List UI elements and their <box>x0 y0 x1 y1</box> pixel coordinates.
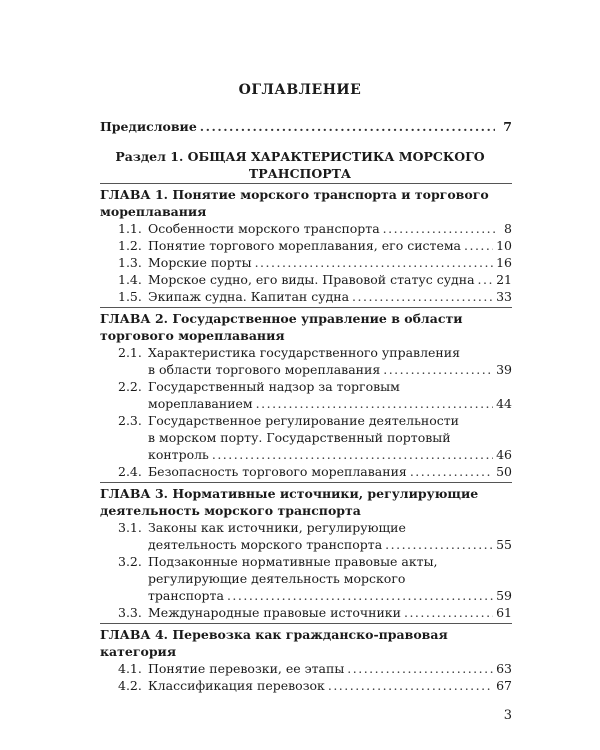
toc-entry-label: Государственный надзор за торговым <box>148 379 400 394</box>
leader-dots <box>347 660 493 677</box>
toc-entry-3-2 <box>118 553 438 570</box>
toc-entry-page: 39 <box>496 362 512 377</box>
leader-dots <box>227 587 493 604</box>
toc-entry-page: 7 <box>503 119 512 134</box>
section-heading-line2: ТРАНСПОРТА <box>248 166 352 181</box>
toc-entry-2-1-cont <box>148 361 512 378</box>
toc-entry-number: 2.3. <box>118 413 142 428</box>
chapter-1-title-line1: ГЛАВА 1. Понятие морского транспорта и торгового <box>100 187 489 202</box>
chapter-4-title-line1: ГЛАВА 4. Перевозка как гражданско-правовая <box>100 627 448 642</box>
toc-entry-number: 3.1. <box>118 520 142 535</box>
toc-entry-number: 2.4. <box>118 464 142 479</box>
toc-entry-page: 55 <box>496 537 512 552</box>
toc-entry-4-1 <box>118 660 512 677</box>
toc-entry-page: 44 <box>496 396 512 411</box>
leader-dots <box>256 395 493 412</box>
toc-entry-page: 63 <box>496 661 512 676</box>
toc-entry-2-4 <box>118 463 512 480</box>
divider <box>100 307 512 308</box>
toc-entry-label: транспорта <box>148 588 224 603</box>
toc-entry-page: 50 <box>496 464 512 479</box>
toc-entry-number: 1.3. <box>118 255 142 270</box>
toc-entry-2-2-cont <box>148 395 512 412</box>
toc-entry-1-4 <box>118 271 512 288</box>
toc-entry-number: 3.3. <box>118 605 142 620</box>
toc-entry-page: 16 <box>496 255 512 270</box>
leader-dots <box>404 604 493 621</box>
toc-entry-1-2 <box>118 237 512 254</box>
toc-entry-1-3 <box>118 254 512 271</box>
leader-dots <box>385 536 493 553</box>
toc-entry-number: 1.1. <box>118 221 142 236</box>
toc-entry-label: регулирующие деятельность морского <box>148 571 406 586</box>
toc-entry-4-2 <box>118 677 512 694</box>
leader-dots <box>383 220 495 237</box>
page-title: ОГЛАВЛЕНИЕ <box>238 82 362 98</box>
toc-entry-label: контроль <box>148 447 209 462</box>
toc-entry-label: Подзаконные нормативные правовые акты, <box>148 554 438 569</box>
toc-entry-label: в морском порту. Государственный портовый <box>148 430 451 445</box>
toc-entry-page: 8 <box>504 221 512 236</box>
toc-entry-number: 4.2. <box>118 678 142 693</box>
chapter-2-title-line2: торгового мореплавания <box>100 328 285 343</box>
leader-dots <box>464 237 493 254</box>
toc-entry-2-3-cont <box>148 446 512 463</box>
toc-entry-label: Экипаж судна. Капитан судна <box>148 289 350 304</box>
toc-entry-label: Государственное регулирование деятельности <box>148 413 459 428</box>
toc-entry-label: Морские порты <box>148 255 252 270</box>
toc-entry-number: 2.1. <box>118 345 142 360</box>
leader-dots <box>478 271 494 288</box>
leader-dots <box>352 288 493 305</box>
toc-entry-number: 3.2. <box>118 554 142 569</box>
toc-entry-number: 1.4. <box>118 272 142 287</box>
toc-entry-label: в области торгового мореплавания <box>148 362 381 377</box>
toc-entry-page: 61 <box>496 605 512 620</box>
toc-entry-page: 46 <box>496 447 512 462</box>
divider <box>100 183 512 184</box>
toc-entry-page: 33 <box>496 289 512 304</box>
toc-entry-2-2 <box>118 378 400 395</box>
leader-dots <box>212 446 493 463</box>
chapter-2-title-line1: ГЛАВА 2. Государственное управление в области <box>100 311 463 326</box>
toc-entry-label: деятельность морского транспорта <box>148 537 383 552</box>
divider <box>100 623 512 624</box>
toc-entry-number: 1.5. <box>118 289 142 304</box>
toc-entry-number: 1.2. <box>118 238 142 253</box>
chapter-4-title-line2: категория <box>100 644 177 659</box>
toc-entry-label: Морское судно, его виды. Правовой статус судна <box>148 272 475 287</box>
toc-entry-label: Предисловие <box>100 119 197 134</box>
toc-entry-preface <box>100 118 512 135</box>
toc-entry-page: 21 <box>496 272 512 287</box>
toc-entry-3-1 <box>118 519 406 536</box>
toc-entry-label: Понятие торгового мореплавания, его система <box>148 238 462 253</box>
toc-entry-label: Понятие перевозки, ее этапы <box>148 661 345 676</box>
toc-entry-3-3 <box>118 604 512 621</box>
chapter-3-title-line2: деятельность морского транспорта <box>100 503 361 518</box>
chapter-1-title-line2: мореплавания <box>100 204 207 219</box>
toc-entry-number: 2.2. <box>118 379 142 394</box>
leader-dots <box>410 463 493 480</box>
toc-entry-label: Характеристика государственного управления <box>148 345 460 360</box>
leader-dots <box>200 118 495 135</box>
toc-entry-label: Особенности морского транспорта <box>148 221 380 236</box>
toc-entry-3-1-cont <box>148 536 512 553</box>
toc-entry-page: 10 <box>496 238 512 253</box>
toc-entry-2-1 <box>118 344 460 361</box>
toc-entry-label: мореплаванием <box>148 396 253 411</box>
chapter-3-title-line1: ГЛАВА 3. Нормативные источники, регулирующие <box>100 486 479 501</box>
toc-entry-page: 67 <box>496 678 512 693</box>
leader-dots <box>255 254 494 271</box>
leader-dots <box>328 677 493 694</box>
toc-entry-1-1 <box>118 220 512 237</box>
page-number: 3 <box>503 708 512 723</box>
toc-entry-label: Законы как источники, регулирующие <box>148 520 406 535</box>
toc-entry-3-2-cont <box>148 587 512 604</box>
toc-entry-page: 59 <box>496 588 512 603</box>
toc-entry-label: Безопасность торгового мореплавания <box>148 464 407 479</box>
toc-entry-2-3 <box>118 412 459 429</box>
leader-dots <box>383 361 493 378</box>
divider <box>100 482 512 483</box>
section-heading-line1: Раздел 1. ОБЩАЯ ХАРАКТЕРИСТИКА МОРСКОГО <box>115 149 485 164</box>
toc-entry-number: 4.1. <box>118 661 142 676</box>
toc-entry-label: Международные правовые источники <box>148 605 401 620</box>
toc-entry-label: Классификация перевозок <box>148 678 325 693</box>
toc-entry-1-5 <box>118 288 512 305</box>
